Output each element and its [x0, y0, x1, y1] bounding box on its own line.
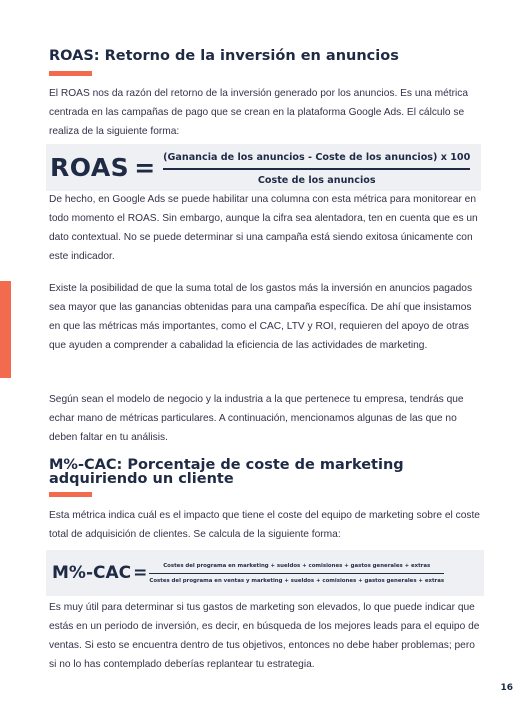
roas-formula-equals: = — [134, 153, 156, 182]
roas-formula-lhs: ROAS — [50, 153, 130, 182]
title-underline — [49, 492, 92, 497]
section-title-mcac: M%-CAC: Porcentaje de coste de marketing adquiriendo un cliente — [49, 457, 404, 487]
roas-paragraph-3: Según sean el modelo de negocio y la industria a la que pertenece tu empresa, tendrás que echar mano de métricas particulares. A continuación, mencionamos algunas de las que no deben faltar en tu análisis. — [49, 394, 464, 443]
mcac-intro: Esta métrica indica cuál es el impacto que tiene el coste del equipo de marketing sobre el coste total de adquisición de clientes. Se calcula de la siguiente forma: — [49, 510, 480, 540]
roas-formula-numerator: (Ganancia de los anuncios - Coste de los anuncios) x 100 — [163, 151, 471, 163]
roas-paragraph-1: De hecho, en Google Ads se puede habilitar una columna con esta métrica para monitorear en todo momento el ROAS. Sin embargo, aunque la cifra sea alentadora, ten en cuenta que es un dato contextual. No se puede determinar si una campaña está siendo exitosa únicamente con este indicador. — [49, 194, 478, 262]
roas-paragraph-2: Existe la posibilidad de que la suma total de los gastos más la inversión en anuncios pagados sea mayor que las ganancias obtenidas para una campaña específica. De ahí que insistamos en que las métricas más importantes, como el CAC, LTV y ROI, requieren del apoyo de otras que ayuden a comprender a cabalidad la eficiencia de las actividades de marketing. — [49, 283, 473, 351]
mcac-formula-numerator: Costes del programa en marketing + sueldos + comisiones + gastos generales + extras — [163, 562, 431, 569]
mcac-paragraph: Es muy útil para determinar si tus gastos de marketing son elevados, lo que puede indicar que estás en un periodo de inversión, es decir, en búsqueda de los mejores leads para el equipo de ventas. Si esto se encuentra dentro de tus objetivos, entonces no debe haber problemas; pero si no lo has contemplado deberías replantear tu estrategia. — [49, 602, 480, 670]
section-title-roas: ROAS: Retorno de la inversión en anuncios — [49, 48, 399, 64]
roas-formula-fraction — [163, 150, 470, 186]
title-underline — [49, 71, 92, 76]
mcac-formula-lhs: M%-CAC — [52, 563, 132, 583]
roas-intro: El ROAS nos da razón del retorno de la inversión generado por los anuncios. Es una métrica centrada en las campañas de pago que se crean en la plataforma Google Ads. El cálculo se realiza de la siguiente forma: — [49, 88, 469, 137]
roas-formula — [46, 144, 481, 191]
mcac-formula-equals: = — [133, 563, 148, 583]
mcac-formula-fraction — [149, 562, 444, 585]
mcac-formula — [46, 550, 484, 596]
page-number: 16 — [500, 683, 513, 693]
roas-formula-denominator: Coste de los anuncios — [257, 174, 376, 186]
side-accent-bar — [0, 281, 11, 378]
mcac-formula-denominator: Costes del programa en ventas y marketing + sueldos + comisiones + gastos generales + extras — [149, 578, 445, 585]
